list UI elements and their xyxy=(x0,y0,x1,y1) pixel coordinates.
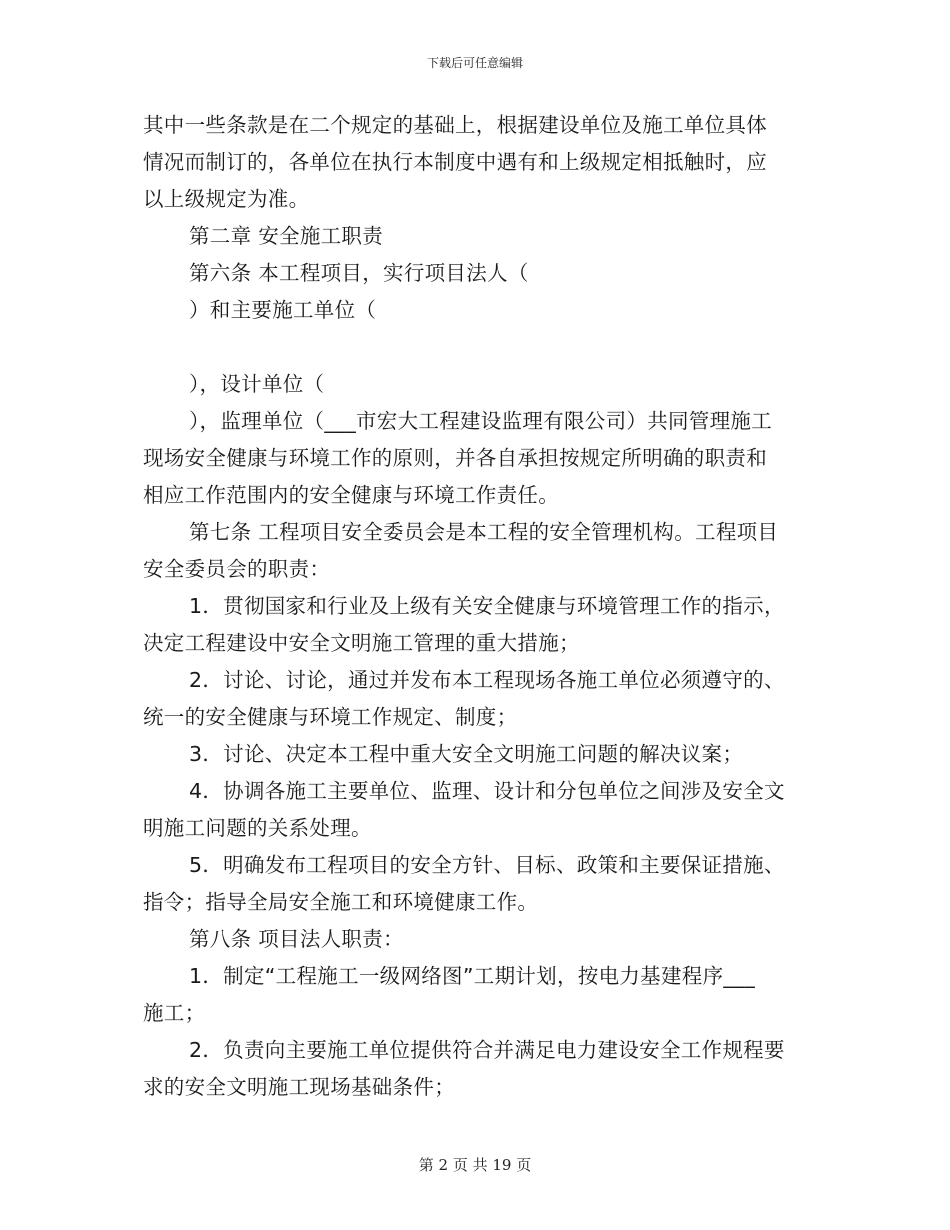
document-body xyxy=(143,107,813,1106)
list-item: 3．讨论、决定本工程中重大安全文明施工问题的解决议案； xyxy=(189,742,744,766)
body-line: 安全委员会的职责： xyxy=(143,557,331,581)
body-line: 明施工问题的关系处理。 xyxy=(143,816,372,840)
chapter-heading: 第二章 安全施工职责 xyxy=(189,224,384,248)
body-line: 施工； xyxy=(143,1001,206,1025)
body-line: 现场安全健康与环境工作的原则，并各自承担按规定所明确的职责和 xyxy=(143,446,767,470)
page-number-footer: 第 2 页 共 19 页 xyxy=(418,1156,532,1174)
article-6-line: 第六条 本工程项目，实行项目法人（ xyxy=(189,261,529,285)
list-item: 5．明确发布工程项目的安全方针、目标、政策和主要保证措施、 xyxy=(189,853,785,877)
list-item: 4．协调各施工主要单位、监理、设计和分包单位之间涉及安全文 xyxy=(189,779,785,803)
blank-line xyxy=(143,329,813,366)
list-item: 2．负责向主要施工单位提供符合并满足电力建设安全工作规程要 xyxy=(189,1038,785,1062)
body-line: 求的安全文明施工现场基础条件； xyxy=(143,1075,455,1099)
list-item: 1．贯彻国家和行业及上级有关安全健康与环境管理工作的指示， xyxy=(189,594,785,618)
body-line: ），监理单位（___市宏大工程建设监理有限公司）共同管理施工 xyxy=(189,409,772,433)
page-header-note: 下载后可任意编辑 xyxy=(426,56,523,70)
body-line: 指令；指导全局安全施工和环境健康工作。 xyxy=(143,890,539,914)
list-item: 1．制定“工程施工一级网络图”工期计划，按电力基建程序___ xyxy=(189,964,756,988)
body-line: 情况而制订的，各单位在执行本制度中遇有和上级规定相抵触时，应 xyxy=(143,150,767,174)
body-line: 以上级规定为准。 xyxy=(143,187,310,211)
list-item: 2．讨论、讨论，通过并发布本工程现场各施工单位必须遵守的、 xyxy=(189,668,785,692)
body-line: 决定工程建设中安全文明施工管理的重大措施； xyxy=(143,631,580,655)
body-line: 其中一些条款是在二个规定的基础上，根据建设单位及施工单位具体 xyxy=(143,113,767,137)
body-line: ）和主要施工单位（ xyxy=(189,298,377,322)
body-line: 相应工作范围内的安全健康与环境工作责任。 xyxy=(143,483,559,507)
article-8-line: 第八条 项目法人职责： xyxy=(189,927,404,951)
body-line: 统一的安全健康与环境工作规定、制度； xyxy=(143,705,518,729)
article-7-line: 第七条 工程项目安全委员会是本工程的安全管理机构。工程项目 xyxy=(189,520,779,544)
body-line: ），设计单位（ xyxy=(189,372,325,396)
